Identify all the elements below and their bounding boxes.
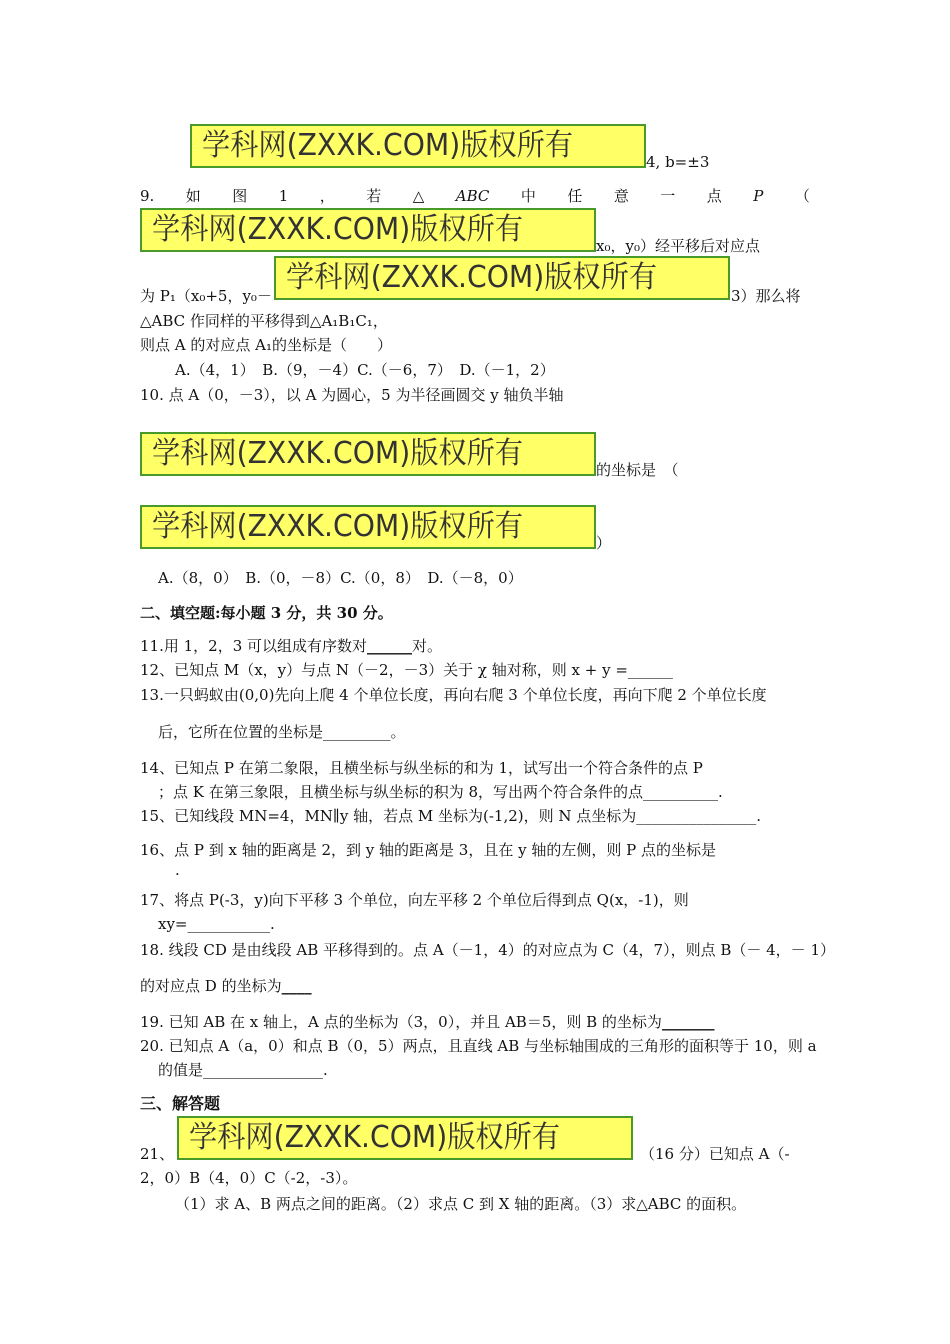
watermark-banner: 学科网(ZXXK.COM)版权所有: [140, 505, 596, 549]
question-20-line2: 的值是________________.: [158, 1061, 328, 1079]
watermark-banner: 学科网(ZXXK.COM)版权所有: [190, 124, 646, 168]
question-13-line2: 后，它所在位置的坐标是_________。: [158, 723, 406, 741]
question-9-line2: x₀，y₀）经平移后对应点: [596, 237, 760, 255]
question-18-line1: 18. 线段 CD 是由线段 AB 平移得到的。点 A（－1，4）的对应点为 C（4，7），则点 B（－ 4，－ 1）: [140, 941, 835, 959]
question-11: 11.用 1，2，3 可以组成有序数对______对。: [140, 637, 443, 655]
question-19: 19. 已知 AB 在 x 轴上，A 点的坐标为（3，0），并且 AB＝5，则 B 的坐标为_______: [140, 1013, 715, 1031]
question-18-line2: 的对应点 D 的坐标为____: [140, 977, 312, 995]
question-10-line1: 10. 点 A（0，－3），以 A 为圆心，5 为半径画圆交 y 轴负半轴: [140, 386, 564, 404]
question-20-line1: 20. 已知点 A（a，0）和点 B（0，5）两点，且直线 AB 与坐标轴围成的三角形的面积等于 10，则 a: [140, 1037, 817, 1055]
watermark-banner: 学科网(ZXXK.COM)版权所有: [177, 1116, 633, 1160]
watermark-banner: 学科网(ZXXK.COM)版权所有: [140, 208, 596, 252]
question-9-line3-tail: 3）那么将: [731, 287, 801, 305]
question-14-line2: ；点 K 在第三象限，且横坐标与纵坐标的积为 8，写出两个符合条件的点__________.: [158, 783, 723, 801]
question-10-close: ）: [596, 534, 612, 552]
question-13-line1: 13.一只蚂蚁由(0,0)先向上爬 4 个单位长度，再向右爬 3 个单位长度，再向下爬 2 个单位长度: [140, 686, 767, 704]
question-9-line1: 9. 如 图 1 ， 若 △ ABC 中 任 意 一 点 P （: [140, 187, 810, 205]
question-16-line1: 16、点 P 到 x 轴的距离是 2，到 y 轴的距离是 3，且在 y 轴的左侧，则 P 点的坐标是: [140, 841, 716, 859]
question-9-line3-head: 为 P₁（x₀+5，y₀－: [140, 287, 272, 305]
question-12: 12、已知点 M（x，y）与点 N（－2，－3）关于 χ 轴对称，则 x + y =______: [140, 661, 673, 679]
question-10-line2: 的坐标是 （: [596, 461, 679, 479]
question-9-line5: 则点 A 的对应点 A₁的坐标是（ ）: [140, 336, 392, 354]
answer-fragment: 4, b=±3: [646, 153, 710, 171]
question-9-options: A.（4，1） B.（9，－4）C.（－6，7） D.（－1，2）: [175, 361, 555, 379]
watermark-banner: 学科网(ZXXK.COM)版权所有: [274, 256, 730, 300]
question-21-number: 21、: [140, 1145, 175, 1163]
section-2-heading: 二、填空题:每小题 3 分，共 30 分。: [140, 604, 393, 622]
section-3-heading: 三、解答题: [140, 1094, 221, 1113]
question-15: 15、已知线段 MN=4，MN∥y 轴，若点 M 坐标为(-1,2)，则 N 点坐标为________________.: [140, 807, 762, 825]
question-17-line1: 17、将点 P(-3，y)向下平移 3 个单位，向左平移 2 个单位后得到点 Q(x，-1)，则: [140, 891, 689, 909]
question-21-line1-tail: （16 分）已知点 A（-: [640, 1145, 790, 1163]
question-16-line2: .: [175, 861, 180, 879]
question-17-line2: xy=___________.: [158, 915, 275, 933]
watermark-banner: 学科网(ZXXK.COM)版权所有: [140, 432, 596, 476]
question-21-line3: （1）求 A、B 两点之间的距离。（2）求点 C 到 X 轴的距离。（3）求△ABC 的面积。: [175, 1195, 747, 1213]
question-10-options: A.（8，0） B.（0，－8）C.（0，8） D.（－8，0）: [158, 569, 523, 587]
question-14-line1: 14、已知点 P 在第二象限，且横坐标与纵坐标的和为 1，试写出一个符合条件的点 P: [140, 759, 703, 777]
question-21-line2: 2，0）B（4，0）C（-2，-3）。: [140, 1169, 358, 1187]
question-9-line4: △ABC 作同样的平移得到△A₁B₁C₁，: [140, 312, 388, 330]
